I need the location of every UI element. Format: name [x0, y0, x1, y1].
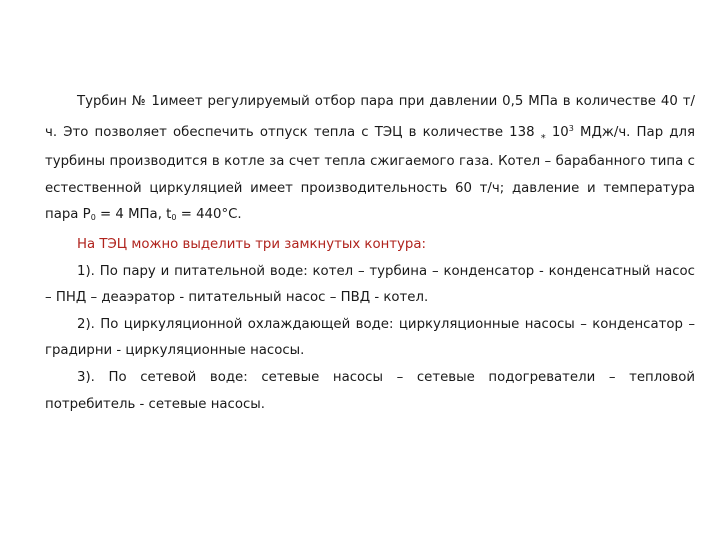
temperature-subscript: 0	[171, 213, 177, 223]
multiply-sign: ⁎	[540, 129, 546, 141]
intro-text-part5: = 440°С.	[176, 207, 242, 223]
intro-text-part4: = 4 МПа, t	[95, 207, 172, 223]
exponent: 3	[568, 123, 574, 133]
list-item-1: 1). По пару и питательной воде: котел – турбина – конденсатор - конденсатный насос – ПНД – деаэратор - питательный насос – ПВД - котел.	[45, 263, 695, 306]
intro-text-part1: Турбин № 1имеет регулируемый отбор пара при давлении 0,5 МПа в количестве 40 т/ч. Это позволяет обеспечить отпуск тепла с ТЭЦ в количестве 138	[45, 94, 695, 140]
intro-text-part3: МДж/ч. Пар для турбины производится в котле за счет тепла сжигаемого газа. Котел – барабанного типа с естественной циркуляцией имеет производительность 60 т/ч; давление и температура пара	[45, 124, 695, 223]
intro-text-part2: 10	[545, 124, 569, 140]
pressure-subscript: 0	[90, 213, 96, 223]
document-body	[45, 89, 695, 418]
intro-paragraph	[45, 89, 695, 232]
list-item-2: 2). По циркуляционной охлаждающей воде: циркуляционные насосы – конденсатор – градирни - циркуляционные насосы.	[45, 316, 695, 359]
pressure-symbol: P	[82, 207, 91, 223]
section-heading: На ТЭЦ можно выделить три замкнутых контура:	[77, 236, 426, 252]
list-item-3: 3). По сетевой воде: сетевые насосы – сетевые подогреватели – тепловой потребитель - сетевые насосы.	[45, 369, 695, 412]
